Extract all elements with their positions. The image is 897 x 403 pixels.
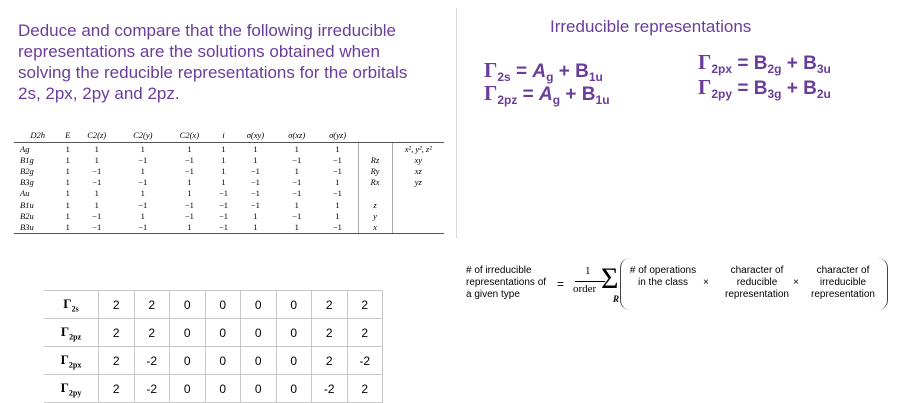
character-cell: −1 (184, 210, 194, 221)
linear-function: x (358, 221, 392, 233)
quadratic-function: xy (392, 154, 444, 165)
linear-function: y (358, 210, 392, 221)
formula-char-irreducible: character of irreducible representation (811, 265, 875, 300)
character-cell: 1 (253, 210, 258, 221)
character-cell: −1 (250, 188, 260, 199)
times-sign: × (793, 277, 799, 288)
character-cell: −1 (292, 154, 302, 165)
reducible-row (44, 375, 383, 403)
reducible-cell: 0 (276, 347, 312, 375)
reducible-cell: 0 (170, 375, 206, 403)
linear-function (358, 188, 392, 199)
header-cell: C2(z) (74, 128, 119, 143)
linear-function: Rz (358, 154, 392, 165)
character-table-header (14, 128, 444, 143)
character-table-row (14, 177, 444, 188)
sum-index: R (613, 294, 620, 304)
irrep-label: Au (20, 188, 30, 199)
character-cell: 1 (335, 143, 340, 154)
reducible-cell: 2 (347, 375, 383, 403)
header-cell: σ(xy) (234, 128, 276, 143)
reducible-cell: 2 (99, 375, 135, 403)
irrep-label: B2u (20, 210, 34, 221)
reducible-label (44, 291, 99, 319)
gamma-subscript: 2px (68, 360, 82, 370)
character-cell: −1 (92, 165, 102, 176)
reducible-cell: 0 (241, 291, 277, 319)
quadratic-function: yz (392, 177, 444, 188)
character-cell: 1 (335, 210, 340, 221)
character-cell: 1 (65, 177, 70, 188)
reducible-cell: 0 (276, 319, 312, 347)
reducible-cell: 0 (205, 375, 241, 403)
character-cell: −1 (332, 165, 342, 176)
reducible-cell: 2 (312, 347, 348, 375)
reducible-cell: 2 (312, 319, 348, 347)
character-cell: 1 (221, 143, 226, 154)
reducible-cell: 0 (170, 347, 206, 375)
character-table (14, 128, 444, 234)
header-cell: σ(yz) (317, 128, 358, 143)
reducible-cell: 2 (134, 319, 170, 347)
formula-char-reducible: character of reducible representation (725, 265, 789, 300)
reducible-cell: 0 (241, 347, 277, 375)
reducible-cell: 0 (276, 291, 312, 319)
character-cell: 1 (294, 165, 299, 176)
equation-2s: $\Gamma_{2s} = A_g + B_{1u}$ (484, 58, 603, 84)
gamma-symbol: Γ (60, 379, 69, 395)
character-cell: −1 (138, 177, 148, 188)
character-cell: 1 (221, 177, 226, 188)
character-cell: 1 (140, 143, 145, 154)
reducible-cell: 0 (205, 291, 241, 319)
header-cell: σ(xz) (276, 128, 317, 143)
character-table-row (14, 188, 444, 199)
irrep-label: B1u (20, 199, 34, 210)
character-cell: −1 (250, 199, 260, 210)
character-cell: 1 (65, 143, 70, 154)
linear-function: z (358, 199, 392, 210)
character-cell: −1 (292, 210, 302, 221)
quadratic-function (392, 199, 444, 210)
character-cell: −1 (92, 177, 102, 188)
character-cell: −1 (250, 165, 260, 176)
reducible-cell: -2 (134, 347, 170, 375)
character-cell: −1 (219, 188, 229, 199)
character-cell: 1 (61, 221, 74, 233)
gamma-subscript: 2s (71, 304, 79, 314)
reducible-table (44, 290, 383, 403)
reducible-cell: 0 (170, 319, 206, 347)
character-cell: −1 (292, 188, 302, 199)
times-sign: × (703, 277, 709, 288)
character-cell: 1 (65, 199, 70, 210)
character-cell: 1 (65, 165, 70, 176)
character-cell: −1 (219, 210, 229, 221)
formula-equals: = (557, 277, 565, 291)
equation-2pz: $\Gamma_{2pz} = A_g + B_{1u}$ (484, 81, 610, 107)
linear-function (358, 143, 392, 155)
reducible-cell: 2 (99, 319, 135, 347)
character-cell: 1 (253, 143, 258, 154)
header-cell: E (61, 128, 74, 143)
reducible-cell: -2 (312, 375, 348, 403)
quadratic-function (392, 188, 444, 199)
character-table-row (14, 199, 444, 210)
character-cell: −1 (184, 165, 194, 176)
character-cell: 1 (187, 188, 192, 199)
reducible-cell: 2 (347, 319, 383, 347)
character-cell: 1 (294, 199, 299, 210)
quadratic-function (392, 221, 444, 233)
question-text: Deduce and compare that the following irreducible representations are the solutions obtained when solving the reducible representations for the orbitals 2s, 2px, 2py and 2pz. (18, 21, 408, 103)
character-table-row (14, 210, 444, 221)
character-cell: 1 (294, 143, 299, 154)
reducible-row (44, 347, 383, 375)
character-table-row (14, 221, 444, 233)
formula-one: 1 (585, 265, 591, 277)
character-cell: 1 (140, 210, 145, 221)
gamma-subscript: 2py (68, 388, 82, 398)
character-cell: 1 (234, 221, 276, 233)
character-cell: −1 (138, 199, 148, 210)
character-cell: −1 (138, 154, 148, 165)
quadratic-function: xz (392, 165, 444, 176)
character-cell: −1 (92, 210, 102, 221)
character-cell: 1 (94, 188, 99, 199)
character-cell: −1 (332, 154, 342, 165)
quadratic-function: x², y², z² (392, 143, 444, 155)
reducible-label (44, 347, 99, 375)
character-cell: 1 (187, 177, 192, 188)
gamma-subscript: 2pz (69, 332, 82, 342)
character-cell: 1 (276, 221, 317, 233)
character-cell: 1 (65, 154, 70, 165)
character-cell: −1 (292, 177, 302, 188)
character-cell: 1 (187, 143, 192, 154)
reducible-row (44, 291, 383, 319)
gamma-symbol: Γ (60, 351, 69, 367)
reducible-cell: 0 (276, 375, 312, 403)
reducible-label (44, 319, 99, 347)
divider (456, 8, 457, 238)
formula-order: order (573, 283, 597, 295)
irrep-label: B3u (14, 221, 61, 233)
reducible-cell: 0 (205, 347, 241, 375)
header-cell: i (213, 128, 235, 143)
character-cell: −1 (74, 221, 119, 233)
character-cell: 1 (253, 154, 258, 165)
reducible-cell: 0 (205, 319, 241, 347)
reducible-cell: -2 (134, 375, 170, 403)
reducible-cell: 0 (241, 319, 277, 347)
character-cell: 1 (140, 165, 145, 176)
character-cell: 1 (335, 177, 340, 188)
character-cell: 1 (65, 188, 70, 199)
character-cell: −1 (119, 221, 166, 233)
character-cell: −1 (332, 188, 342, 199)
header-cell (392, 128, 444, 143)
header-cell: C2(y) (119, 128, 166, 143)
quadratic-function (392, 210, 444, 221)
character-table-row (14, 165, 444, 176)
reducible-cell: 2 (99, 291, 135, 319)
character-cell: −1 (219, 199, 229, 210)
character-cell: 1 (166, 221, 213, 233)
header-cell: C2(x) (166, 128, 213, 143)
irrep-label: Ag (20, 143, 30, 154)
gamma-symbol: Γ (60, 323, 70, 339)
character-cell: −1 (317, 221, 358, 233)
reducible-row (44, 319, 383, 347)
irreducible-heading: Irreducible representations (550, 17, 752, 36)
character-cell: 1 (140, 188, 145, 199)
character-cell: 1 (221, 154, 226, 165)
formula-lhs: # of irreducible representations of a given type (466, 265, 547, 300)
character-cell: 1 (94, 199, 99, 210)
gamma-symbol: Γ (63, 295, 72, 311)
character-cell: −1 (184, 154, 194, 165)
character-cell: −1 (213, 221, 235, 233)
linear-function: Ry (358, 165, 392, 176)
character-cell: −1 (184, 199, 194, 210)
formula-operations: # of operations in the class (629, 265, 697, 288)
reducible-cell: 2 (347, 291, 383, 319)
reducible-label (44, 375, 99, 403)
header-cell (358, 128, 392, 143)
character-table-row (14, 154, 444, 165)
equation-2px: $\Gamma_{2px} = B_{2g} + B_{3u}$ (698, 50, 831, 76)
character-cell: 1 (94, 143, 99, 154)
irrep-label: B2g (20, 165, 34, 176)
irrep-label: B1g (20, 154, 34, 165)
reducible-cell: -2 (347, 347, 383, 375)
character-cell: 1 (221, 165, 226, 176)
reducible-cell: 0 (241, 375, 277, 403)
sum-sign: Σ (601, 262, 619, 295)
character-cell: −1 (250, 177, 260, 188)
character-cell: 1 (335, 199, 340, 210)
character-cell: 1 (65, 210, 70, 221)
reducible-cell: 2 (312, 291, 348, 319)
point-group-label: D2h (14, 128, 61, 143)
character-table-row (14, 143, 444, 155)
irrep-label: B3g (20, 177, 34, 188)
linear-function: Rx (358, 177, 392, 188)
reducible-cell: 0 (170, 291, 206, 319)
reducible-cell: 2 (99, 347, 135, 375)
equation-2py: $\Gamma_{2py} = B_{3g} + B_{2u}$ (698, 75, 831, 101)
character-cell: 1 (94, 154, 99, 165)
reducible-cell: 2 (134, 291, 170, 319)
